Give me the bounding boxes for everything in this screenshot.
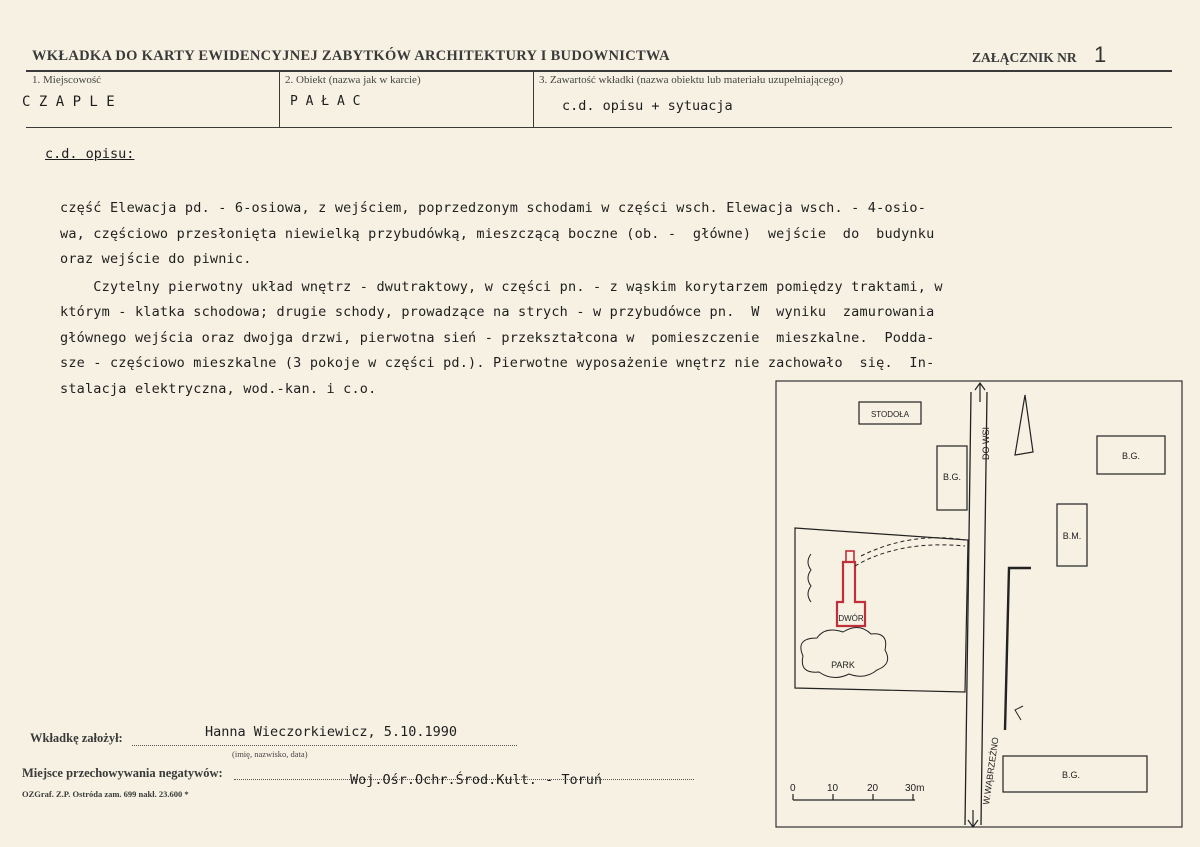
barn-label: STODOŁA bbox=[870, 410, 910, 419]
body-line: część Elewacja pd. - 6-osiowa, z wejściem, poprzedzonym schodami w części wsch. Elewacja wsch. - 4-osio- bbox=[60, 200, 927, 216]
bg-bottom-label: B.G. bbox=[1061, 770, 1081, 780]
created-by-hint: (imię, nazwisko, data) bbox=[232, 749, 308, 759]
storage-value: Woj.Ośr.Ochr.Środ.Kult. - Toruń bbox=[350, 772, 602, 788]
farm-wall bbox=[1005, 568, 1031, 730]
body-line: Czytelny pierwotny układ wnętrz - dwutraktowy, w części pn. - z wąskim korytarzem pomiędzy traktami, w bbox=[60, 278, 943, 295]
body-line: którym - klatka schodowa; drugie schody, prowadzące na strych - w przybudówce pn. W wyniku zamurowania bbox=[60, 304, 935, 320]
bg-left-label: B.G. bbox=[942, 472, 962, 482]
scale-tick: 20 bbox=[867, 783, 879, 794]
header-rule bbox=[26, 70, 1172, 72]
park-area bbox=[801, 627, 888, 677]
locality-value: C Z A P L E bbox=[22, 94, 115, 110]
created-by-label: Wkładkę założył: bbox=[30, 731, 123, 745]
gate-mark bbox=[1015, 706, 1023, 720]
scale-bar bbox=[793, 794, 915, 800]
printer-note: OZGraf. Z.P. Ostróda zam. 699 nakł. 23.600 * bbox=[22, 789, 189, 799]
bg-right-label: B.G. bbox=[1121, 451, 1141, 461]
storage-label: Miejsce przechowywania negatywów: bbox=[22, 766, 223, 780]
scale-tick: 30m bbox=[905, 783, 925, 794]
field-divider-2 bbox=[533, 72, 534, 128]
bm-label: B.M. bbox=[1062, 531, 1082, 541]
body-line: wa, częściowo przesłonięta niewielką przybudówką, mieszczącą boczne (ob. - główne) wejście do budynku bbox=[60, 225, 935, 242]
locality-label: 1. Miejscowość bbox=[32, 74, 102, 86]
created-by-value: Hanna Wieczorkiewicz, 5.10.1990 bbox=[205, 724, 457, 740]
driveway bbox=[855, 545, 965, 566]
scale-tick: 10 bbox=[827, 783, 839, 794]
content-value: c.d. opisu + sytuacja bbox=[562, 98, 733, 114]
section-heading: c.d. opisu: bbox=[45, 146, 135, 162]
field-row-rule bbox=[26, 127, 1172, 128]
description-text bbox=[60, 196, 943, 402]
form-title: WKŁADKA DO KARTY EWIDENCYJNEJ ZABYTKÓW ARCHITEKTURY I BUDOWNICTWA bbox=[32, 48, 670, 64]
body-line: sze - częściowo mieszkalne (3 pokoje w części pd.). Pierwotne wyposażenie wnętrz nie zachowało się. In- bbox=[60, 355, 935, 371]
park-label: PARK bbox=[831, 660, 855, 670]
body-line: oraz wejście do piwnic. bbox=[60, 251, 252, 267]
attachment-number: 1 bbox=[1094, 42, 1107, 67]
body-line: stalacja elektryczna, wod.-kan. i c.o. bbox=[60, 380, 377, 397]
field-divider-1 bbox=[279, 72, 280, 128]
content-label: 3. Zawartość wkładki (nazwa obiektu lub materiału uzupełniającego) bbox=[539, 74, 844, 86]
scale-tick: 0 bbox=[790, 783, 796, 794]
road-top-label: DO WSI bbox=[981, 427, 991, 460]
tree-line bbox=[808, 554, 811, 602]
north-arrow bbox=[1015, 395, 1033, 455]
body-line: głównego wejścia oraz dwojga drzwi, pierwotna sień - przekształcona w pomieszczenie mieszkalne. Podda- bbox=[60, 329, 935, 346]
road-bottom-label: W.WĄBRZEŹNO bbox=[981, 736, 1001, 806]
attachment-label: ZAŁĄCZNIK NR bbox=[972, 50, 1077, 65]
site-plan-map bbox=[775, 380, 1185, 830]
object-value: P A Ł A C bbox=[290, 94, 361, 109]
manor-label: DWÓR bbox=[838, 614, 864, 623]
object-label: 2. Obiekt (nazwa jak w karcie) bbox=[285, 74, 421, 86]
created-by-line bbox=[132, 745, 517, 746]
